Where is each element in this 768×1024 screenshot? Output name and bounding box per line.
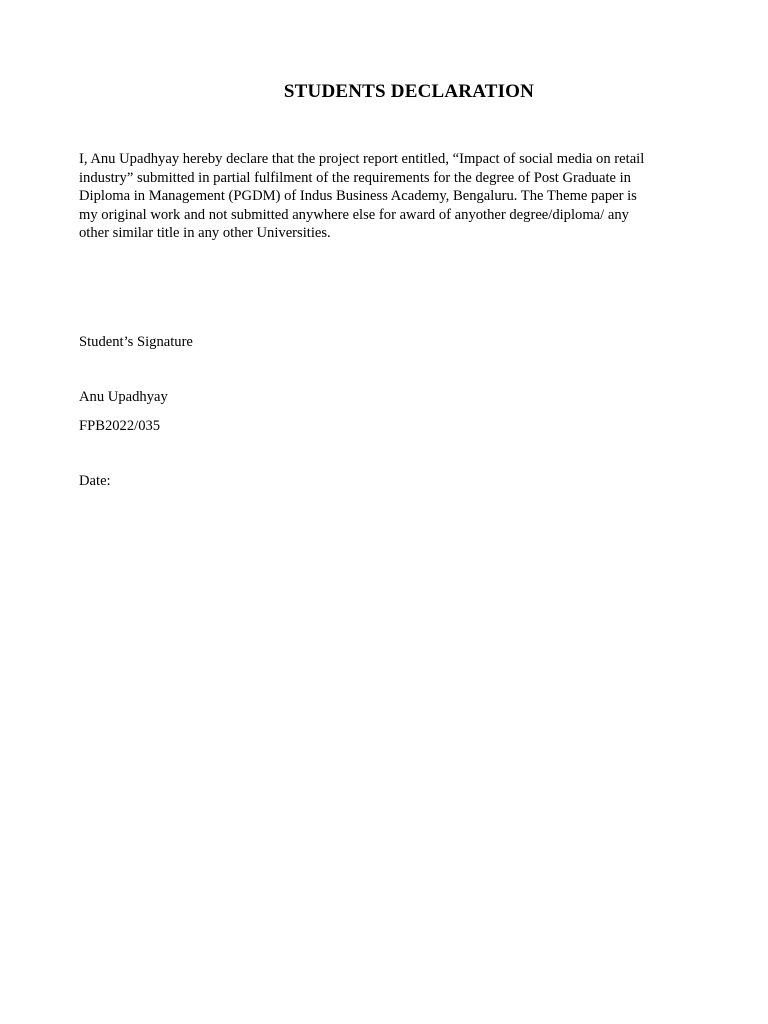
paragraph-line: my original work and not submitted anywhere else for award of anyother degree/diploma/ any (79, 206, 629, 223)
page-title: STUDENTS DECLARATION (283, 81, 535, 102)
signature-label: Student’s Signature (79, 334, 193, 350)
paragraph-line: other similar title in any other Universities. (79, 225, 331, 242)
date-label: Date: (79, 473, 111, 489)
paragraph-line: I, Anu Upadhyay hereby declare that the project report entitled, “Impact of social media on retail (79, 151, 645, 167)
paragraph-line: industry” submitted in partial fulfilment of the requirements for the degree of Post Graduate in (79, 169, 631, 186)
paragraph-line: Diploma in Management (PGDM) of Indus Business Academy, Bengaluru. The Theme paper is (79, 188, 637, 205)
student-name: Anu Upadhyay (79, 389, 168, 405)
declaration-paragraph (79, 150, 699, 243)
roll-number: FPB2022/035 (79, 418, 161, 434)
